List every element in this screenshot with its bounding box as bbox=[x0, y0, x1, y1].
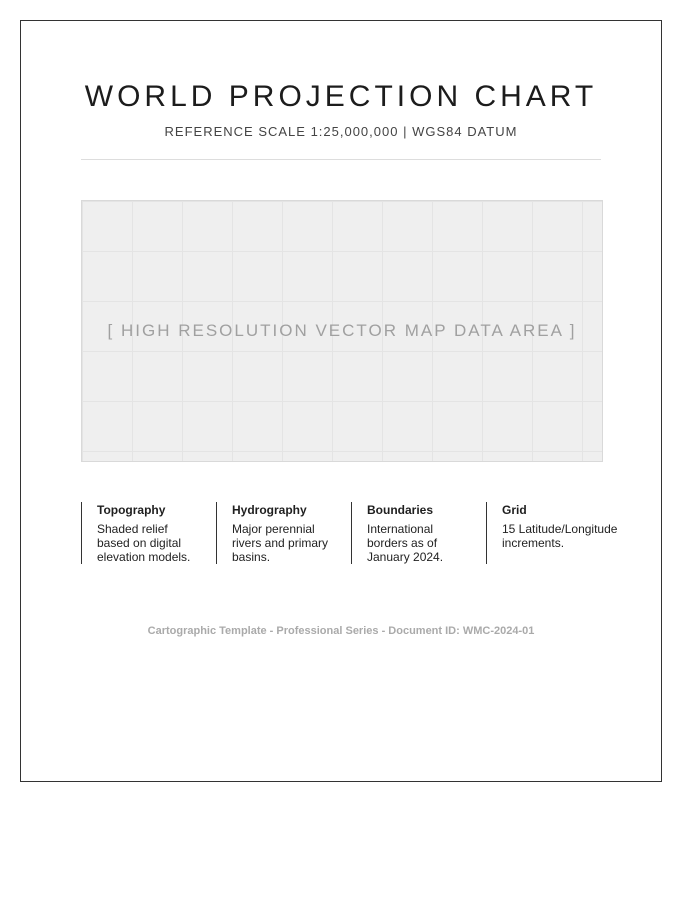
legend-description: 15 Latitude/Longitude increments. bbox=[502, 522, 618, 550]
map-placeholder-label: [ HIGH RESOLUTION VECTOR MAP DATA AREA ] bbox=[107, 321, 577, 340]
header-divider bbox=[81, 159, 601, 160]
legend-heading: Grid bbox=[502, 503, 527, 517]
legend-heading: Hydrography bbox=[232, 503, 307, 517]
page-title: WORLD PROJECTION CHART bbox=[84, 80, 598, 113]
legend bbox=[81, 502, 621, 564]
legend-item-hydrography bbox=[216, 502, 350, 564]
page-subtitle: REFERENCE SCALE 1:25,000,000 | WGS84 DATUM bbox=[164, 124, 518, 139]
legend-description: Shaded relief based on digital elevation models. bbox=[97, 522, 191, 564]
map-data-area bbox=[81, 200, 603, 462]
legend-item-boundaries bbox=[351, 502, 485, 564]
footer-text: Cartographic Template - Professional Series - Document ID: WMC-2024-01 bbox=[147, 625, 535, 637]
legend-description: International borders as of January 2024. bbox=[367, 522, 444, 564]
document-page bbox=[20, 20, 662, 782]
legend-heading: Topography bbox=[97, 503, 166, 517]
legend-item-topography bbox=[81, 502, 215, 564]
legend-heading: Boundaries bbox=[367, 503, 434, 517]
legend-description: Major perennial rivers and primary basins. bbox=[232, 522, 329, 564]
legend-item-grid bbox=[486, 502, 620, 564]
